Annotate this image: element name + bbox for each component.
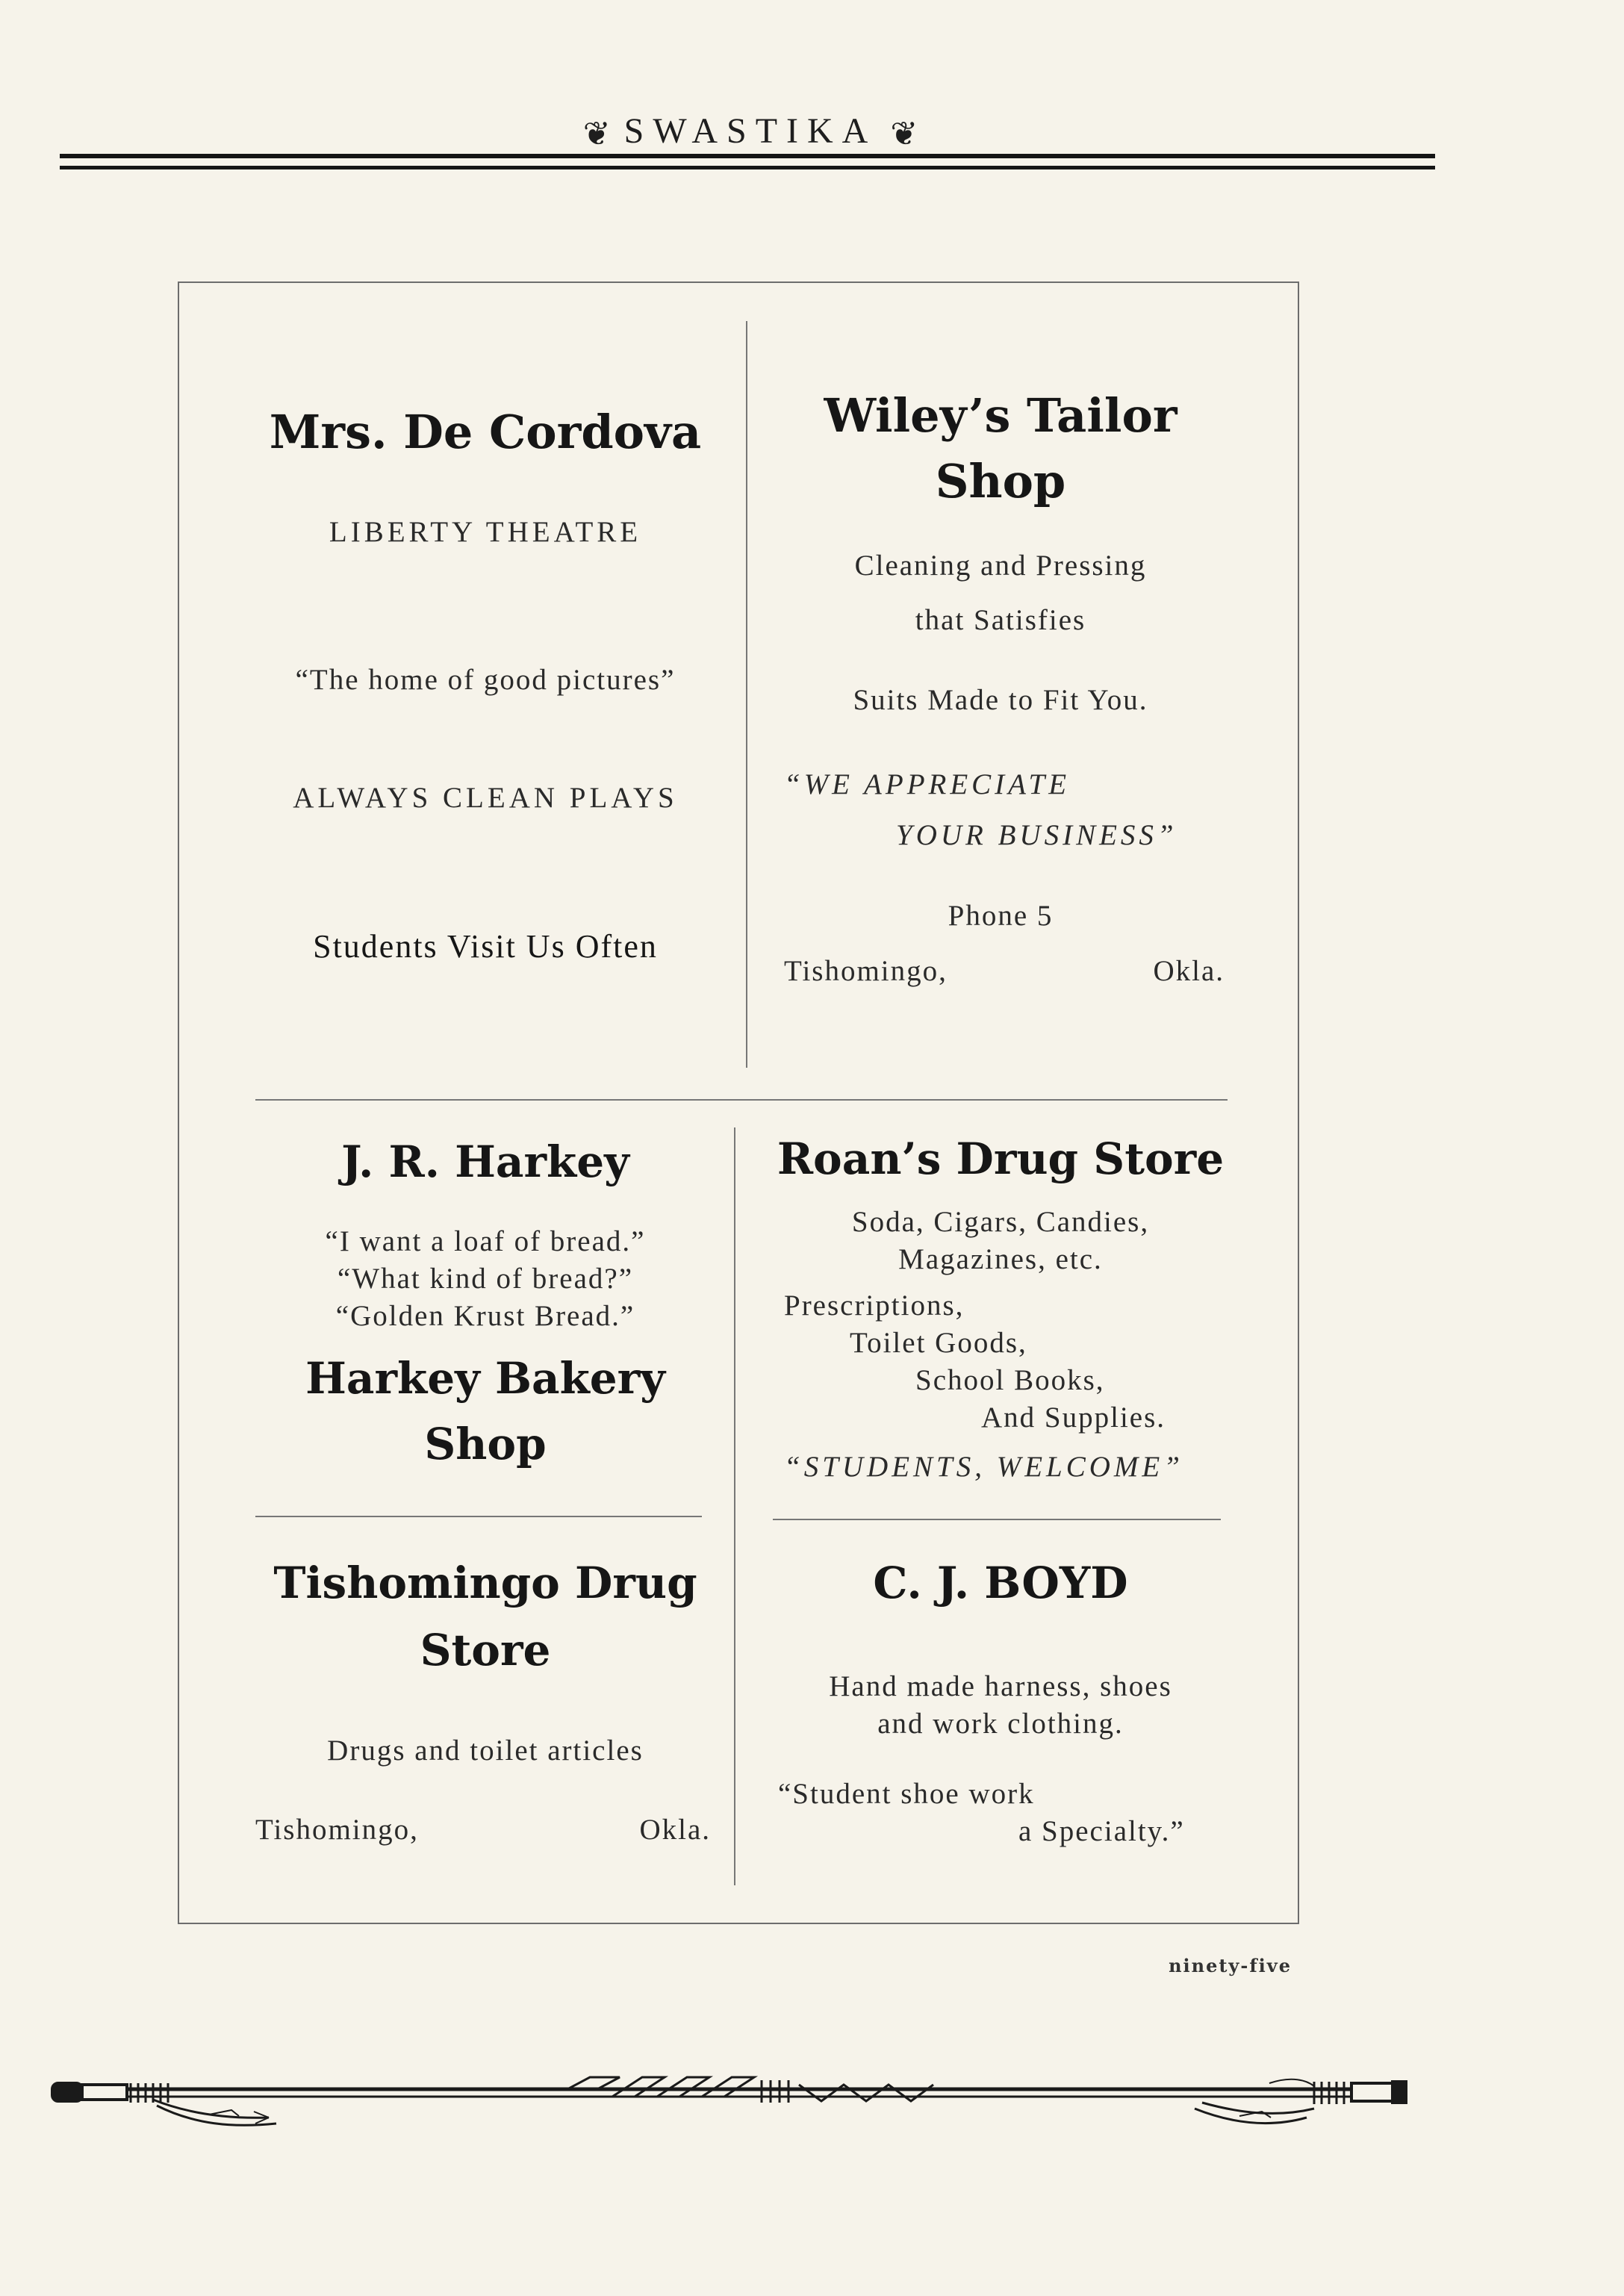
- ad-line-6: And Supplies.: [981, 1401, 1166, 1434]
- ad-dialog-3: “Golden Krust Bread.”: [335, 1300, 635, 1332]
- ad-dialog-1: “I want a loaf of bread.”: [325, 1225, 646, 1257]
- ad-shop-line1: Harkey Bakery: [305, 1353, 665, 1404]
- ad-location: [784, 954, 1225, 988]
- row-divider-left: [255, 1516, 702, 1517]
- ad-phone: Phone 5: [948, 900, 1054, 932]
- ad-suits: Suits Made to Fit You.: [853, 684, 1148, 716]
- ad-slogan: “STUDENTS, WELCOME”: [784, 1451, 1183, 1483]
- ad-line-3: Prescriptions,: [784, 1289, 965, 1322]
- ad-quote-line1: “Student shoe work: [778, 1778, 1035, 1810]
- ad-line-5: School Books,: [915, 1364, 1105, 1396]
- header-rule-bottom: [60, 166, 1435, 169]
- ad-service-line2: that Satisfies: [915, 604, 1086, 636]
- ad-title: J. R. Harkey: [341, 1136, 629, 1187]
- ad-line-2: Magazines, etc.: [898, 1243, 1103, 1275]
- yearbook-title: SWASTIKA: [623, 111, 877, 151]
- ad-service-line1: Cleaning and Pressing: [854, 550, 1147, 582]
- ad-state: Okla.: [1153, 955, 1225, 987]
- fleuron-right-icon: ❦: [890, 116, 918, 153]
- page-number: ninety-five: [1169, 1955, 1292, 1976]
- ad-quote-line2: a Specialty.”: [1018, 1815, 1185, 1847]
- column-divider-top: [746, 321, 747, 1068]
- ad-location: [255, 1813, 711, 1847]
- ad-title-line1: Wiley’s Tailor: [824, 388, 1177, 443]
- ad-state: Okla.: [639, 1814, 711, 1846]
- ad-venue: LIBERTY THEATRE: [329, 516, 642, 548]
- ad-line-1: Drugs and toilet articles: [327, 1735, 644, 1767]
- row-divider-1: [255, 1099, 1228, 1101]
- ad-title: Roan’s Drug Store: [777, 1133, 1225, 1184]
- ad-title: C. J. BOYD: [873, 1558, 1128, 1608]
- ad-tagline: “The home of good pictures”: [295, 664, 676, 696]
- ad-line-4: Toilet Goods,: [850, 1327, 1027, 1359]
- fleuron-left-icon: ❦: [582, 116, 611, 153]
- decorative-arrow-footer-icon: [45, 2061, 1426, 2135]
- ad-quote-line1: “WE APPRECIATE: [784, 768, 1071, 800]
- ad-line-1: Soda, Cigars, Candies,: [851, 1206, 1150, 1238]
- ad-city: Tishomingo,: [784, 955, 948, 987]
- page-header: [0, 111, 1501, 153]
- ad-slogan: ALWAYS CLEAN PLAYS: [293, 782, 678, 814]
- column-divider-bottom: [734, 1127, 735, 1885]
- row-divider-right: [773, 1519, 1221, 1520]
- header-rule-top: [60, 154, 1435, 158]
- ad-line-2: and work clothing.: [877, 1708, 1124, 1740]
- ad-title: Mrs. De Cordova: [269, 405, 702, 459]
- ad-quote-line2: YOUR BUSINESS”: [896, 819, 1177, 851]
- ad-footer: Students Visit Us Often: [313, 928, 658, 965]
- ad-title-line1: Tishomingo Drug: [273, 1558, 697, 1608]
- ad-shop-line2: Shop: [424, 1419, 547, 1469]
- ad-dialog-2: “What kind of bread?”: [337, 1263, 634, 1295]
- ad-city: Tishomingo,: [255, 1814, 419, 1846]
- ad-title-line2: Shop: [935, 454, 1066, 508]
- ad-line-1: Hand made harness, shoes: [829, 1670, 1172, 1702]
- ad-title-line2: Store: [420, 1625, 551, 1676]
